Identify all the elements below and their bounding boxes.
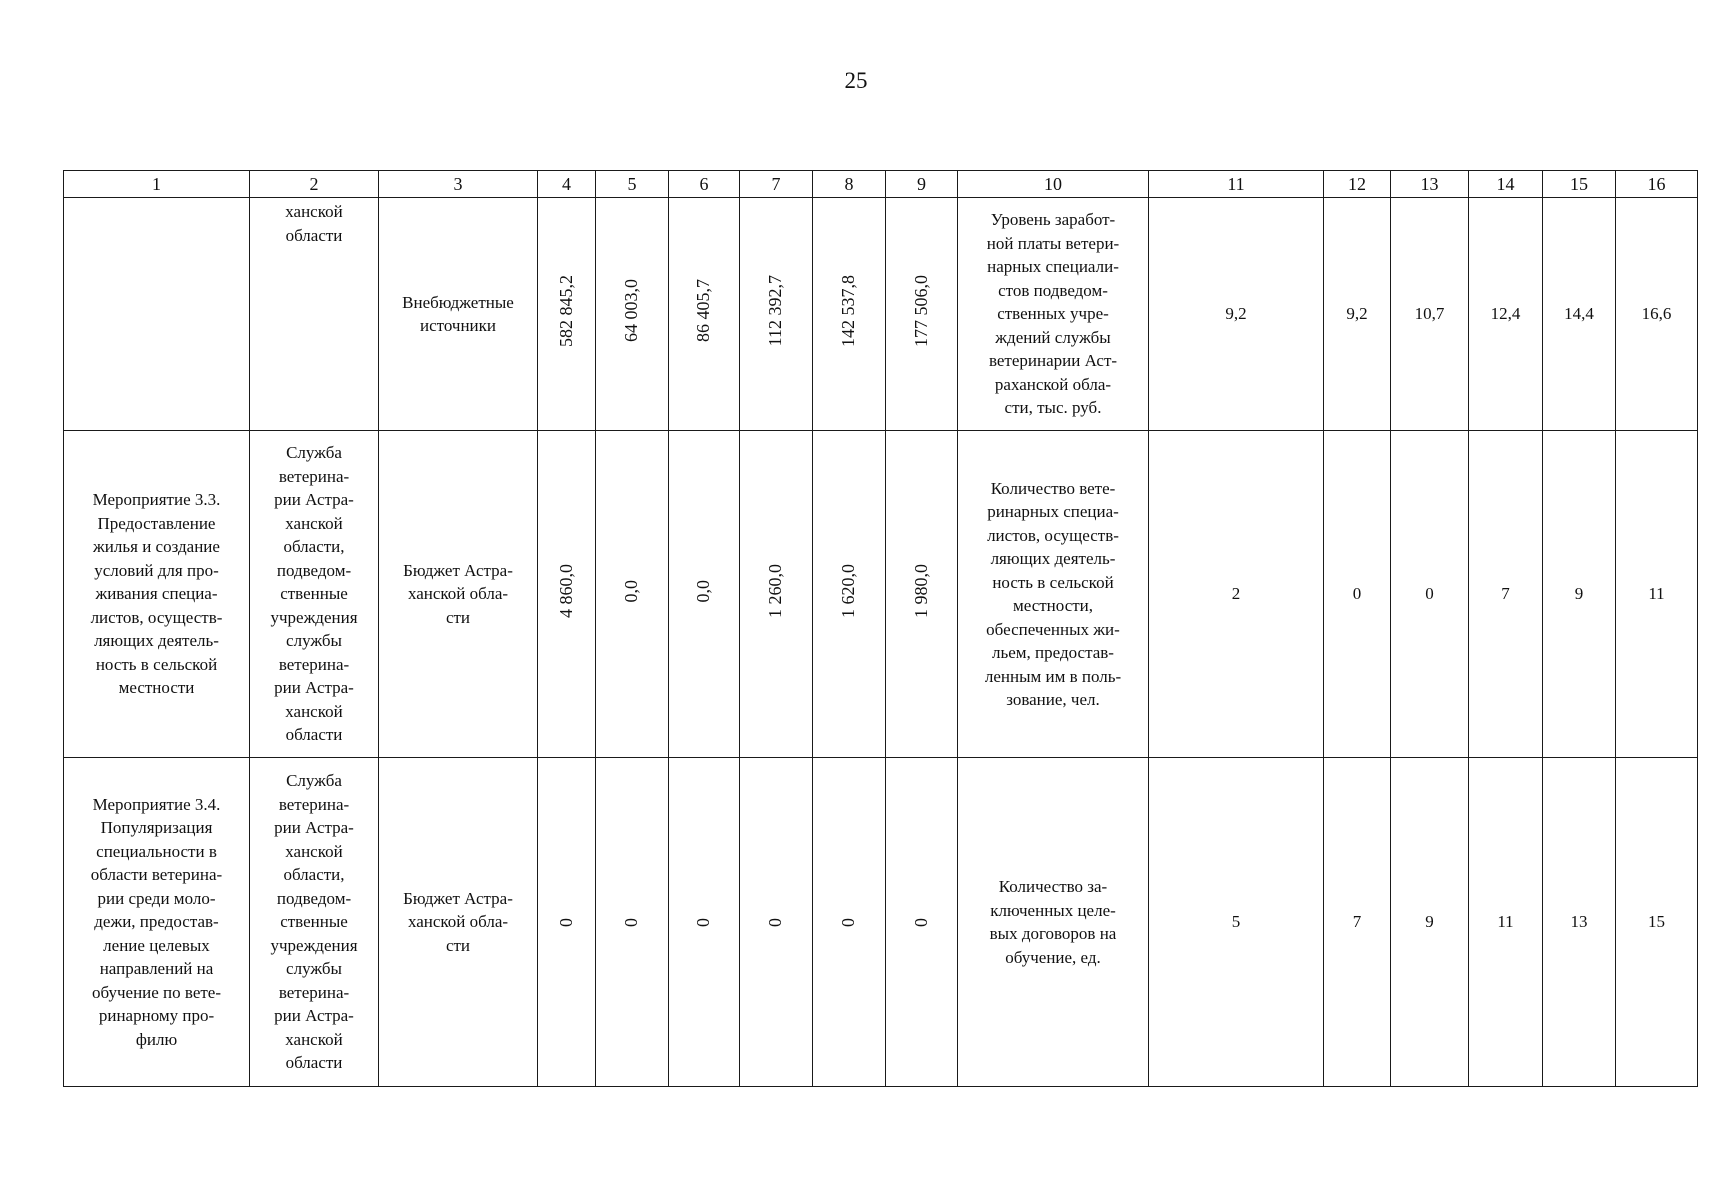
- executor-cell: ханской области: [250, 198, 379, 431]
- indicator-value-cell: 0: [1391, 431, 1469, 758]
- funding-amount-cell: [813, 758, 886, 1087]
- funding-source-cell: Бюджет Астра- ханской обла- сти: [379, 758, 538, 1087]
- column-number-15: 15: [1543, 171, 1616, 198]
- indicator-value-cell: 5: [1149, 758, 1324, 1087]
- indicator-value-cell: 0: [1324, 431, 1391, 758]
- funding-amount: 177 506,0: [910, 274, 931, 347]
- indicator-cell: Количество вете- ринарных специа- листов, осуществ- ляющих деятель- ность в сельской местности, обеспеченных жи- льем, предостав- ленным им в поль- зование, чел.: [958, 431, 1149, 758]
- table-row: [64, 198, 1698, 431]
- indicator-value-cell: 9,2: [1324, 198, 1391, 431]
- funding-amount-cell: [886, 758, 958, 1087]
- funding-amount: 0: [910, 918, 931, 928]
- indicator-value-cell: 9,2: [1149, 198, 1324, 431]
- column-number-3: 3: [379, 171, 538, 198]
- funding-amount: 0: [838, 918, 859, 928]
- indicator-value-cell: 7: [1469, 431, 1543, 758]
- funding-amount-cell: [596, 431, 669, 758]
- column-number-4: 4: [538, 171, 596, 198]
- funding-amount: 0,0: [621, 579, 642, 602]
- funding-amount: 112 392,7: [765, 275, 786, 347]
- funding-amount-cell: [886, 431, 958, 758]
- funding-source-cell: Бюджет Астра- ханской обла- сти: [379, 431, 538, 758]
- indicator-value-cell: 9: [1391, 758, 1469, 1087]
- funding-amount: 0: [765, 918, 786, 928]
- funding-amount-cell: [740, 758, 813, 1087]
- funding-amount: 582 845,2: [555, 274, 576, 347]
- funding-amount: 0,0: [693, 579, 714, 602]
- indicator-value-cell: 12,4: [1469, 198, 1543, 431]
- indicator-value-cell: 7: [1324, 758, 1391, 1087]
- funding-amount-cell: [596, 198, 669, 431]
- funding-amount: 0: [555, 918, 576, 928]
- funding-amount: 4 860,0: [555, 563, 576, 618]
- executor-cell: Служба ветерина- рии Астра- ханской области, подведом- ственные учреждения службы ветерина- рии Астра- ханской области: [250, 758, 379, 1087]
- funding-amount: 64 003,0: [621, 279, 642, 343]
- funding-amount: 86 405,7: [693, 279, 714, 343]
- funding-amount-cell: [596, 758, 669, 1087]
- table-row: [64, 758, 1698, 1087]
- funding-amount-cell: [813, 431, 886, 758]
- indicator-value-cell: 14,4: [1543, 198, 1616, 431]
- column-number-2: 2: [250, 171, 379, 198]
- event-name-cell: Мероприятие 3.3. Предоставление жилья и создание условий для про- живания специа- листов, осуществ- ляющих деятель- ность в сельской местности: [64, 431, 250, 758]
- page-number: 25: [844, 68, 868, 93]
- column-number-16: 16: [1616, 171, 1698, 198]
- column-number-9: 9: [886, 171, 958, 198]
- column-number-10: 10: [958, 171, 1149, 198]
- column-number-7: 7: [740, 171, 813, 198]
- funding-amount-cell: [669, 758, 740, 1087]
- funding-amount-cell: [669, 198, 740, 431]
- funding-amount-cell: [813, 198, 886, 431]
- column-number-5: 5: [596, 171, 669, 198]
- indicator-value-cell: 11: [1616, 431, 1698, 758]
- event-name-cell: [64, 198, 250, 431]
- indicator-value-cell: 10,7: [1391, 198, 1469, 431]
- funding-amount: 1 980,0: [910, 563, 931, 618]
- event-name-cell: Мероприятие 3.4. Популяризация специальности в области ветерина- рии среди моло- дежи, предостав- ление целевых направлений на обучение по вете- ринарному про- филю: [64, 758, 250, 1087]
- funding-amount-cell: [740, 198, 813, 431]
- column-number-11: 11: [1149, 171, 1324, 198]
- funding-amount: 1 620,0: [838, 563, 859, 618]
- funding-amount-cell: [538, 431, 596, 758]
- indicator-value-cell: 2: [1149, 431, 1324, 758]
- column-number-1: 1: [64, 171, 250, 198]
- indicator-value-cell: 15: [1616, 758, 1698, 1087]
- funding-amount: 142 537,8: [838, 274, 859, 347]
- funding-amount-cell: [538, 758, 596, 1087]
- column-number-14: 14: [1469, 171, 1543, 198]
- column-number-12: 12: [1324, 171, 1391, 198]
- indicator-value-cell: 9: [1543, 431, 1616, 758]
- funding-amount: 0: [693, 918, 714, 928]
- executor-cell: Служба ветерина- рии Астра- ханской области, подведом- ственные учреждения службы ветерина- рии Астра- ханской области: [250, 431, 379, 758]
- funding-source-cell: Внебюджетные источники: [379, 198, 538, 431]
- column-number-8: 8: [813, 171, 886, 198]
- funding-amount-cell: [740, 431, 813, 758]
- indicator-value-cell: 11: [1469, 758, 1543, 1087]
- indicator-value-cell: 13: [1543, 758, 1616, 1087]
- program-table: [63, 170, 1698, 1087]
- indicator-cell: Уровень заработ- ной платы ветери- нарных специали- стов подведом- ственных учре- ждений службы ветеринарии Аст- раханской обла- сти, тыс. руб.: [958, 198, 1149, 431]
- column-number-6: 6: [669, 171, 740, 198]
- indicator-cell: Количество за- ключенных целе- вых договоров на обучение, ед.: [958, 758, 1149, 1087]
- funding-amount: 1 260,0: [765, 563, 786, 618]
- funding-amount-cell: [669, 431, 740, 758]
- table-row: [64, 431, 1698, 758]
- funding-amount-cell: [886, 198, 958, 431]
- column-number-13: 13: [1391, 171, 1469, 198]
- funding-amount: 0: [621, 918, 642, 928]
- funding-amount-cell: [538, 198, 596, 431]
- header-row: [64, 171, 1698, 198]
- indicator-value-cell: 16,6: [1616, 198, 1698, 431]
